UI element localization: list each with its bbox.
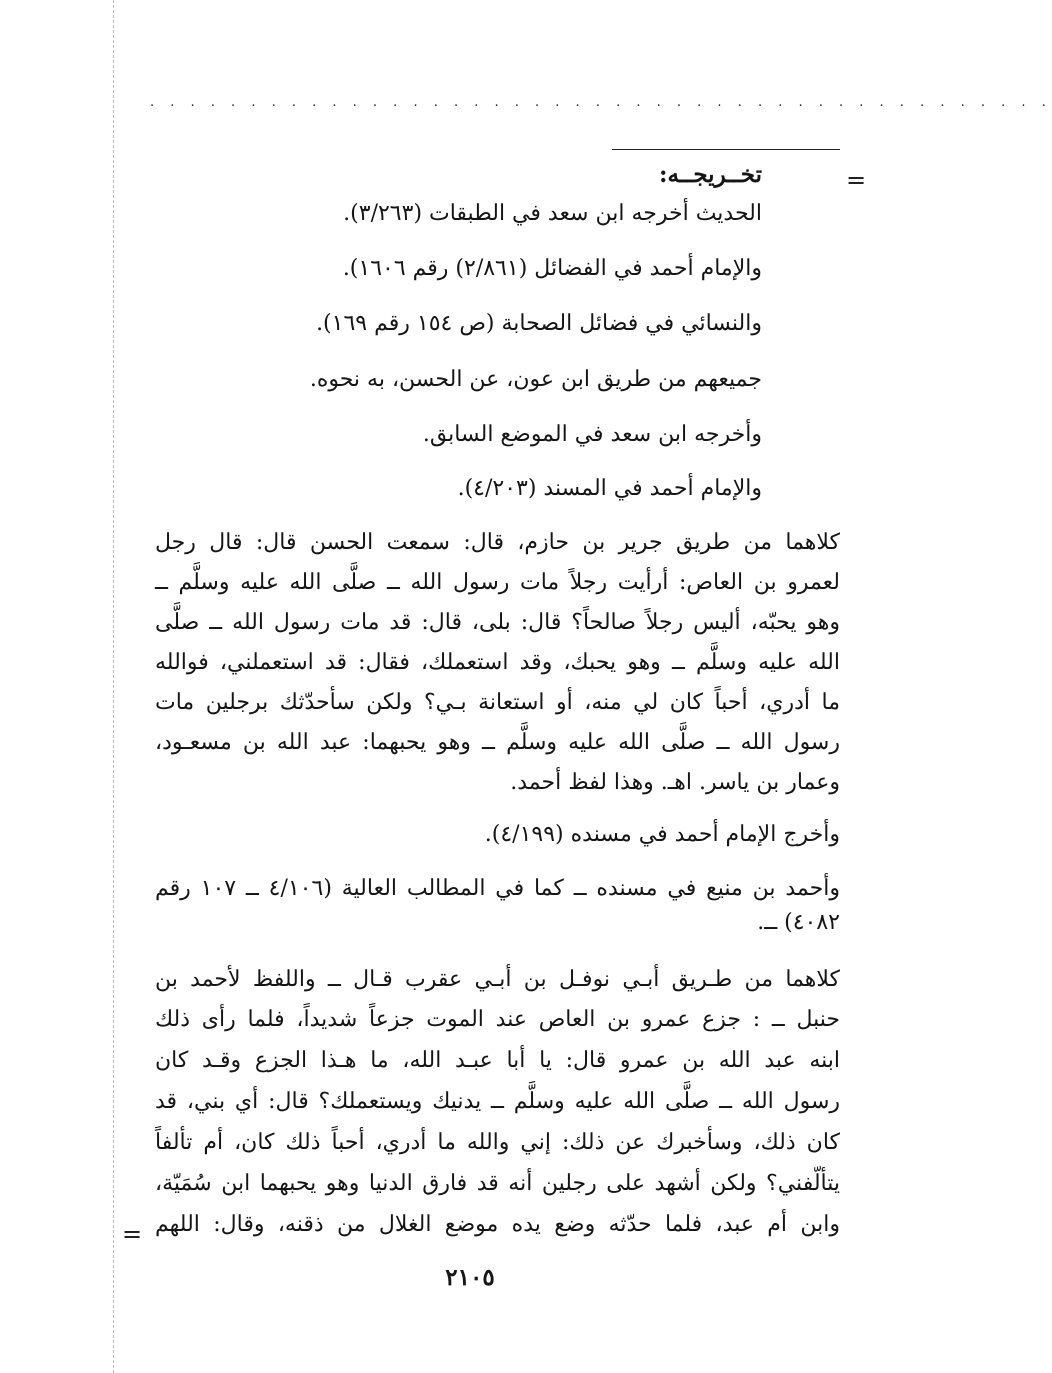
text-line-2: والإمام أحمد في الفضائل (٢/٨٦١) رقم ١٦٠٦). (342, 256, 762, 281)
text-line-11: ما أدري، أحباً كان لي منه، أو استعانة بـي؟ ولكن سأحدّثك برجلين مات (155, 690, 840, 715)
text-line-13: وعمار بن ياسر. اهـ. وهذا لفظ أحمد. (510, 770, 840, 795)
text-line-5: وأخرجه ابن سعد في الموضع السابق. (422, 422, 762, 447)
text-line-17: كلاهما من طـريق أبـي نوفـل بن أبـي عقرب قـال ــ واللفظ لأحمد بن (155, 967, 840, 992)
text-line-8: لعمرو بن العاص: أرأيت رجلاً مات رسول الله ــ صلَّى الله عليه وسلَّم ــ (155, 570, 840, 595)
text-line-9: وهو يحبّه، أليس رجلاً صالحاً؟ قال: بلى، قال: قد مات رسول الله ــ صلَّى (155, 610, 840, 635)
text-line-16: ٤٠٨٢) ــ. (757, 910, 840, 935)
page-number: ٢١٠٥ (445, 1264, 495, 1291)
text-line-6: والإمام أحمد في المسند (٤/٢٠٣). (457, 476, 762, 501)
text-line-15: وأحمد بن منيع في مسنده ــ كما في المطالب العالية (٤/١٠٦ ــ ١٠٧ رقم (155, 876, 840, 901)
text-line-7: كلاهما من طريق جرير بن حازم، قال: سمعت الحسن قال: قال رجل (155, 530, 840, 555)
text-line-23: وابن أم عبد، فلما حدّثه وضع يده موضع الغلال من ذقنه، وقال: اللهم (155, 1212, 840, 1237)
text-line-20: رسول الله ــ صلَّى الله عليه وسلَّم ــ يدنيك ويستعملك؟ قال: أي بني، قد (155, 1089, 840, 1114)
text-line-18: حنبل ــ : جزع عمرو بن العاص عند الموت جزعاً شديداً، فلما رأى ذلك (155, 1007, 840, 1032)
text-line-4: جميعهم من طريق ابن عون، عن الحسن، به نحوه. (309, 367, 762, 392)
text-line-14: وأخرج الإمام أحمد في مسنده (٤/١٩٩). (484, 822, 840, 847)
continuation-mark-top: = (846, 166, 867, 194)
text-line-22: يتألّفني؟ ولكن أشهد على رجلين أنه قد فارق الدنيا وهو يحبهما ابن سُمَيّة، (155, 1171, 840, 1196)
text-line-1: الحديث أخرجه ابن سعد في الطبقات (٣/٢٦٣). (343, 201, 762, 226)
text-line-12: رسول الله ــ صلَّى الله عليه وسلَّم ــ وهو يحبهما: عبد الله بن مسعـود، (155, 730, 840, 755)
footnote-separator-rule (612, 149, 840, 150)
text-line-21: كان ذلك، وسأخبرك عن ذلك: إني والله ما أدري، أحباً ذلك كان، أم تألفاً (155, 1130, 840, 1155)
header-dotted-rule: . . . . . . . . . . . . . . . . . . . . . . . . . . . . . . . . . . . . . . . . . . . . . (150, 95, 1052, 110)
section-heading: تخــريجــه: (659, 161, 762, 188)
text-line-3: والنسائي في فضائل الصحابة (ص ١٥٤ رقم ١٦٩). (316, 311, 762, 336)
text-line-19: ابنه عبد الله بن عمرو قال: يا أبا عبـد الله، ما هـذا الجزع وقـد كان (155, 1048, 840, 1073)
text-line-10: الله عليه وسلَّم ــ وهو يحبك، وقد استعملك، فقال: قد استعملني، فوالله (155, 650, 840, 675)
continuation-mark-bottom: = (122, 1220, 143, 1248)
binding-gutter-line (113, 0, 114, 1373)
